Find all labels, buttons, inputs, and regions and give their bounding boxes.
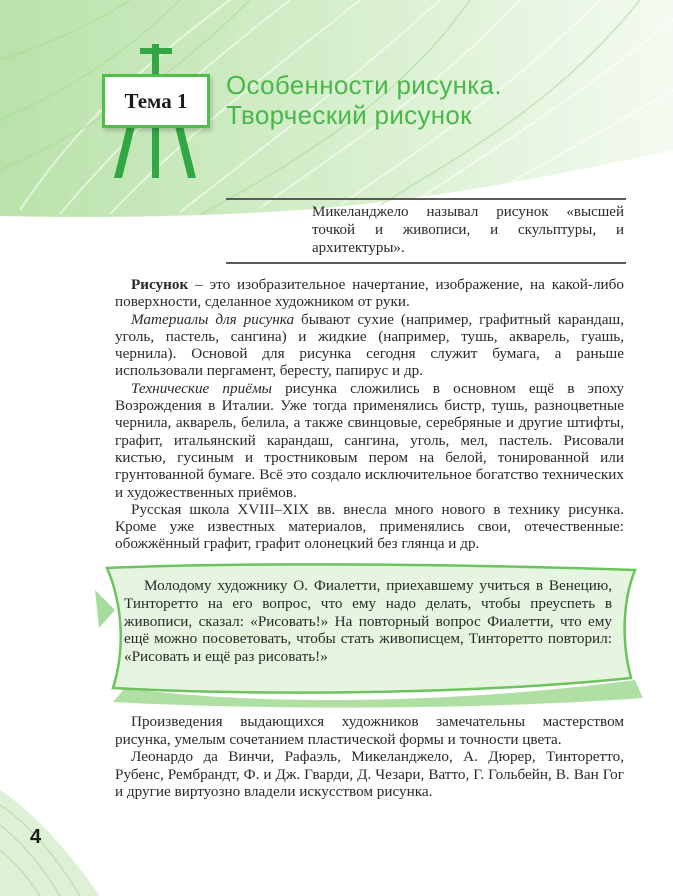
paragraph: Произведения выдающихся художников замечательны мастерством рисунка, умелым сочетанием пластической формы и точности цвета.	[115, 713, 624, 748]
paragraph-text: рисунка сложились в основном ещё в эпоху Возрождения в Италии. Уже тогда применялись бистр, тушь, разноцветные чернила, акварель, белила, а также свинцовые, серебряные и другие штифты, графит, итальянский карандаш, сангина, уголь, мел, пастель. Рисовали кистью, гусиным и тростниковым пером на белой, тонированной или грунтованной бумаге. Всё это создало исключительное богатство технических и художественных приёмов.	[115, 379, 624, 501]
paragraph	[115, 276, 624, 311]
epigraph-bottom-rule	[226, 262, 626, 264]
paragraph: Русская школа XVIII–XIX вв. внесла много нового в технику рисунка. Кроме уже известных материалов, применялись свои, отечественные: обожжённый графит, графит олонецкий без глянца и др.	[115, 500, 624, 553]
topic-label: Тема 1	[102, 74, 210, 128]
page-title-line1: Особенности рисунка.	[226, 70, 502, 100]
term-italic: Технические приёмы	[131, 379, 272, 397]
epigraph-top-rule	[226, 198, 626, 200]
term-italic: Материалы для рисунка	[131, 310, 295, 328]
paragraph	[115, 380, 624, 501]
paragraph-text: – это изобразительное начертание, изображение, на какой-либо поверхности, сделанное художником от руки.	[115, 276, 624, 311]
page-number: 4	[30, 826, 42, 848]
closing-text	[115, 713, 624, 801]
paragraph	[115, 311, 624, 380]
corner-brush-decoration	[0, 770, 120, 896]
page-title	[226, 70, 656, 130]
epigraph: Микеланджело называл рисунок «высшей точкой и живописи, и скульптуры, и архитектуры».	[312, 204, 624, 256]
page-title-line2: Творческий рисунок	[226, 100, 472, 130]
quote-callout	[124, 577, 612, 666]
paragraph: Леонардо да Винчи, Рафаэль, Микеланджело, А. Дюрер, Тинторетто, Рубенс, Рембрандт, Ф. и Дж. Гварди, Д. Чезари, Ватто, Г. Гольбейн, В. Ван Гог и другие виртуозно владели искусством рисунка.	[115, 748, 624, 801]
quote-text: Молодому художнику О. Фиалетти, приехавшему учиться в Венецию, Тинторетто на его вопрос, что ему надо делать, чтобы преуспеть в живописи, сказал: «Рисовать!» На повторный вопрос Фиалетти, что ему ещё можно посоветовать, чтобы стать живописцем, Тинторетто повторил: «Рисовать и ещё раз рисовать!»	[124, 577, 612, 666]
term-bold: Рисунок	[131, 276, 189, 293]
paragraph-text: бывают сухие (например, графитный карандаш, уголь, пастель, сангина) и жидкие (например, тушь, акварель, гуашь, чернила). Основой для рисунка сегодня служит бумага, а раньше использовали пергамент, бересту, папирус и др.	[115, 310, 625, 380]
main-text	[115, 276, 624, 553]
